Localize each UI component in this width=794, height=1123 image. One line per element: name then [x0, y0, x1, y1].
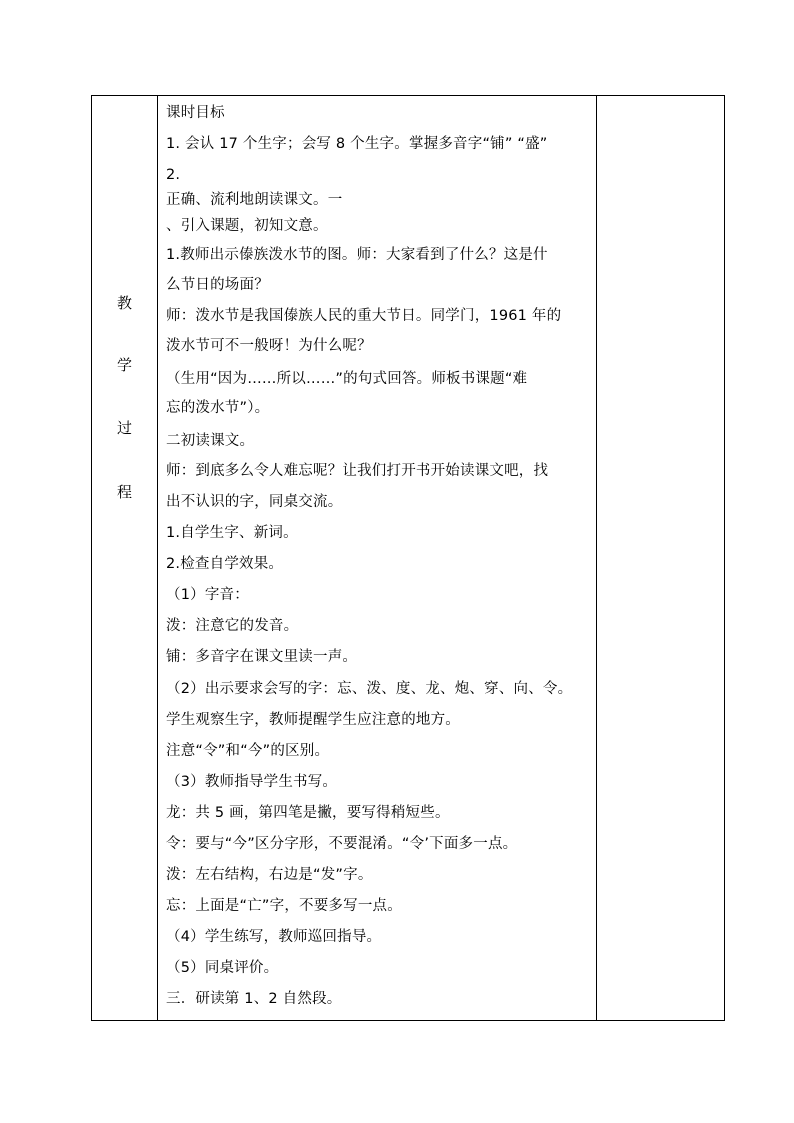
content-line: 注意“令”和“今”的区别。: [166, 743, 330, 759]
content-line: 2.检查自学效果。: [166, 556, 284, 572]
side-label-char: 程: [116, 483, 132, 501]
content-line: 泼水节可不一般呀！为什么呢？: [166, 338, 372, 354]
content-line: 正确、流利地朗读课文。一: [166, 192, 343, 208]
side-label-char: 过: [116, 419, 132, 437]
content-line: 学生观察生字，教师提醒学生应注意的地方。: [166, 712, 460, 728]
content-line: （2）出示要求会写的字：忘、泼、度、龙、炮、穿、向、令。: [166, 681, 573, 697]
content-line: （5）同桌评价。: [166, 960, 279, 976]
content-line: 泼：左右结构，右边是“发”字。: [166, 867, 373, 883]
column-divider-right: [596, 96, 597, 1020]
side-label-char: 教: [116, 294, 132, 312]
content-line: 1.自学生字、新词。: [166, 525, 298, 541]
content-line: 师：泼水节是我国傣族人民的重大节日。同学门，1961 年的: [166, 308, 562, 324]
content-line: 三．研读第 1、2 自然段。: [166, 991, 342, 1007]
content-line: （1）字音：: [166, 587, 249, 603]
content-line: 忘：上面是“亡”字，不要多写一点。: [166, 898, 402, 914]
content-line: 忘的泼水节”）。: [166, 400, 270, 416]
content-line: 师：到底多么令人难忘呢？让我们打开书开始读课文吧，找: [166, 463, 549, 479]
content-line: 课时目标: [166, 105, 225, 121]
content-line: 出不认识的字，同桌交流。: [166, 494, 343, 510]
content-line: （生用“因为……所以……”的句式回答。师板书课题“难: [166, 371, 528, 387]
side-label-char: 学: [116, 356, 132, 374]
content-line: 铺：多音字在课文里读一声。: [166, 649, 358, 665]
content-line: 么节日的场面？: [166, 277, 269, 293]
lesson-table: [91, 95, 725, 1021]
content-line: 龙：共 5 画，第四笔是撇，要写得稍短些。: [166, 805, 450, 821]
content-line: 1.教师出示傣族泼水节的图。师：大家看到了什么？这是什: [166, 247, 548, 263]
column-divider-left: [157, 96, 158, 1020]
content-line: （4）学生练写，教师巡回指导。: [166, 929, 382, 945]
content-line: 、引入课题，初知文意。: [166, 218, 328, 234]
content-line: （3）教师指导学生书写。: [166, 774, 338, 790]
content-line: 泼：注意它的发音。: [166, 618, 299, 634]
content-line: 2.: [166, 167, 181, 183]
content-line: 1. 会认 17 个生字；会写 8 个生字。掌握多音字“铺” “盛”: [166, 136, 548, 152]
content-line: 令：要与“今”区分字形，不要混淆。“令’下面多一点。: [166, 836, 518, 852]
content-line: 二初读课文。: [166, 433, 255, 449]
